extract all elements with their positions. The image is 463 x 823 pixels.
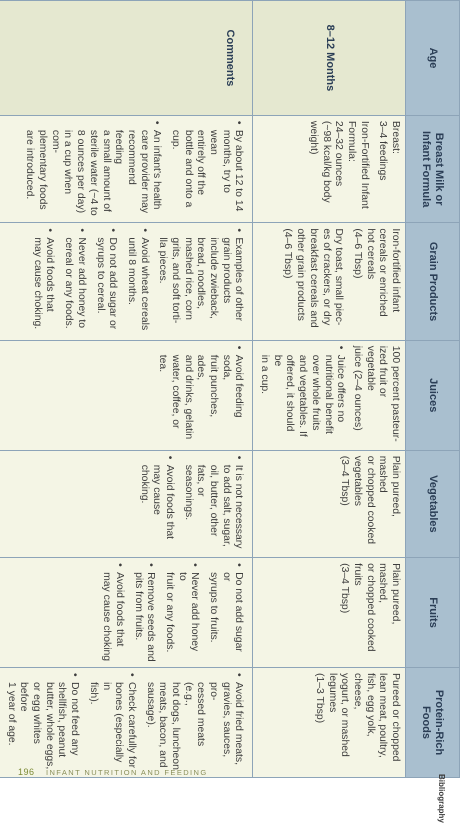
text-line: sausage).	[144, 682, 156, 728]
text-line: or chopped cooked	[364, 563, 376, 652]
comment-bullet	[4, 682, 80, 772]
text-line: in a cup.	[259, 354, 271, 395]
header-breast-milk: Breast Milk or Infant Formula	[406, 115, 460, 222]
vegetables-comments	[0, 450, 253, 557]
text-line: syrups to fruits.	[208, 572, 220, 643]
comment-bullet	[124, 237, 149, 334]
text-line: mashed rice, corn	[182, 237, 194, 320]
juice-note	[257, 355, 346, 445]
running-title: INFANT NUTRITION AND FEEDING	[46, 768, 208, 777]
text-line: Dry toast, small piec-	[333, 228, 345, 326]
text-line: to add salt, sugar,	[220, 464, 232, 547]
fruits-comments-list	[100, 563, 245, 662]
text-line: fruit punches, ades,	[195, 354, 220, 418]
text-line: (~98 kcal/kg body	[320, 120, 332, 203]
text-line: legumes	[326, 673, 338, 713]
text-line: recommend feeding	[113, 129, 137, 185]
table-row-8-12-months	[253, 1, 406, 778]
text-line: • Never add honey to	[176, 572, 201, 652]
breast-comments-list	[23, 121, 245, 217]
text-line: Breast:	[390, 120, 401, 154]
text-line: meats, bacon, and	[157, 682, 169, 768]
text-line: 100 percent pasteur-	[390, 345, 401, 442]
text-line: pits from fruits.	[132, 572, 144, 641]
text-line: and drinks, gelatin	[182, 354, 194, 440]
text-line: hot cereals	[364, 228, 376, 280]
text-line: cereals or enriched	[377, 228, 389, 317]
text-line: a small amount of	[100, 129, 112, 212]
grain-comments	[0, 223, 253, 340]
text-line: • Avoid fried meats,	[233, 682, 245, 766]
comment-bullet	[62, 237, 87, 334]
text-line	[370, 121, 376, 217]
section-tab-label[interactable]: Bibliography	[437, 774, 446, 823]
breast-comments	[0, 115, 253, 222]
text-line: include zwieback,	[208, 237, 220, 319]
text-line: or egg whites before	[18, 682, 43, 744]
text-line: shellfish, peanut	[56, 682, 68, 758]
juice-serving-text	[350, 346, 401, 445]
text-line: may cause choking.	[31, 237, 43, 330]
text-line: until 8 months.	[125, 237, 137, 305]
text-line: grits, and soft torti-	[170, 237, 181, 324]
text-line: ized fruit or vegetable	[364, 345, 389, 398]
text-line: breakfast cereals and	[307, 228, 319, 328]
text-line: Formula:	[345, 120, 357, 162]
juice-comments-list	[156, 346, 245, 445]
text-line: fruits	[351, 563, 363, 586]
text-line: are introduced.	[24, 129, 36, 200]
text-line: water, coffee, or	[170, 354, 181, 429]
text-line: care provider may	[138, 129, 150, 214]
age-cell: 8–12 Months	[253, 1, 406, 116]
protein-comments	[0, 668, 253, 778]
text-line: lla pieces.	[157, 237, 169, 284]
text-line: offered, it should be	[271, 354, 296, 432]
text-line: (4–6 Tbsp)	[282, 228, 294, 279]
text-line: es of crackers, or dry	[320, 228, 332, 326]
text-line: (3–4 Tbsp)	[339, 455, 351, 506]
comments-label: Comments	[0, 1, 253, 116]
text-line: bones (especially in	[100, 682, 125, 763]
text-line: entirely off the	[195, 129, 207, 196]
text-line: syrups to cereal.	[94, 237, 106, 314]
text-line: fish, egg yolk, cheese,	[351, 673, 376, 737]
fruits-comments	[0, 558, 253, 668]
comment-bullet	[131, 572, 156, 662]
text-line: nutritional benefit	[322, 354, 334, 434]
text-line: • Examples of other	[233, 237, 245, 322]
text-line: months, try to wean	[208, 129, 232, 193]
text-line: cessed meats (e.g.,	[182, 682, 207, 747]
text-line: butter, whole eggs,	[43, 682, 55, 770]
text-line: and vegetables. If	[297, 354, 309, 437]
text-line: cereal or any foods.	[63, 237, 75, 329]
text-line: Iron-fortified infant	[390, 228, 401, 313]
text-line: in a cup when com-	[49, 129, 74, 195]
comment-bullet	[23, 130, 163, 217]
text-line: 1 year of age.	[5, 682, 17, 746]
text-line: yogurt, or mashed	[339, 673, 351, 757]
text-line: plementary foods	[37, 129, 49, 210]
vegetables-cell	[253, 450, 406, 557]
comment-bullet	[156, 237, 245, 334]
comment-bullet	[181, 465, 244, 552]
header-grain: Grain Products	[406, 223, 460, 340]
comment-bullet	[30, 237, 55, 334]
grain-cell	[253, 223, 406, 340]
table-row-comments	[0, 1, 253, 778]
text-line: (3–4 Tbsp)	[339, 563, 351, 614]
text-line: • Remove seeds and	[145, 572, 157, 662]
text-line: gravies, sauces, pro-	[208, 682, 232, 758]
text-line: • An infant’s health	[151, 129, 163, 210]
text-line: • Avoid foods that	[164, 464, 175, 540]
text-line: Plain pureed, mashed	[377, 455, 401, 517]
text-line: or chopped cooked	[364, 455, 376, 545]
table-header-row	[406, 1, 460, 778]
text-line: • Avoid wheat cereals	[138, 237, 150, 331]
juice-note-list	[257, 346, 346, 445]
comment-bullet	[168, 130, 244, 217]
comment-bullet	[137, 465, 175, 552]
text-line: grain products	[220, 237, 232, 304]
text-line: fish).	[87, 682, 99, 705]
comment-bullet	[100, 572, 125, 662]
text-line: (1–3 Tbsp)	[313, 673, 325, 724]
text-line: juice (2–4 ounces)	[351, 345, 363, 431]
text-line: 3–4 feedings	[377, 120, 389, 181]
text-line: Iron-Fortified Infant	[358, 120, 370, 209]
protein-cell	[253, 668, 406, 778]
text-line: cup.	[170, 129, 181, 150]
text-line: 8 ounces per day)	[75, 129, 87, 214]
text-line: Pureed or chopped	[390, 673, 401, 762]
text-line: oil, butter, other	[208, 464, 220, 537]
text-line: • It is not necessary	[233, 464, 245, 549]
breast-cell	[253, 115, 406, 222]
text-line: • Do not add sugar or	[220, 572, 245, 652]
text-line: weight)	[307, 120, 319, 155]
comment-bullet	[86, 682, 137, 772]
header-fruits: Fruits	[406, 558, 460, 668]
text-line: • Do not feed any	[69, 682, 81, 756]
page-number: 196	[18, 767, 35, 777]
vegetables-comments-list	[137, 456, 245, 552]
juice-comments	[0, 340, 253, 450]
rotated-table-stage	[5, 0, 460, 778]
header-protein: Protein-Rich Foods	[406, 668, 460, 778]
text-line: (4–6 Tbsp)	[351, 228, 363, 279]
header-vegetables: Vegetables	[406, 450, 460, 557]
text-line: may cause choking	[101, 572, 113, 662]
text-line: lean meat, poultry,	[377, 673, 389, 758]
text-line: • Do not add sugar or	[107, 237, 119, 330]
grain-comments-list	[30, 228, 244, 334]
text-line: 24–32 ounces	[333, 120, 345, 187]
header-juices: Juices	[406, 340, 460, 450]
comment-bullet	[206, 572, 244, 662]
text-line: Plain pureed, mashed,	[377, 563, 401, 625]
text-line: • By about 12 to 14	[233, 129, 245, 212]
text-line: over whole fruits	[309, 354, 321, 431]
comment-bullet	[143, 682, 245, 772]
text-line: bread, noodles,	[195, 237, 207, 309]
text-line: • Juice offers no	[335, 354, 347, 423]
text-line: may cause choking.	[138, 464, 163, 515]
text-line: • Avoid foods that	[44, 237, 56, 312]
fruits-cell	[253, 558, 406, 668]
text-line: • Avoid feeding soda,	[220, 354, 245, 418]
header-age: Age	[406, 1, 460, 116]
text-line: tea.	[157, 354, 169, 373]
comment-bullet	[156, 355, 245, 445]
text-line: other grain products	[295, 228, 307, 321]
text-line: • Check carefully for	[125, 682, 137, 769]
juice-cell	[253, 340, 406, 450]
text-line: vegetables	[351, 455, 363, 506]
text-line: • Never add honey to	[75, 237, 87, 329]
comment-bullet	[93, 237, 118, 334]
text-line: fats, or seasonings.	[182, 464, 207, 521]
protein-comments-list	[0, 673, 244, 772]
text-line: fruit or any foods.	[164, 572, 175, 653]
text-line: sterile water (~4 to	[87, 129, 99, 216]
comment-bullet	[162, 572, 200, 662]
text-line: hot dogs, luncheon	[170, 682, 181, 770]
text-line: • Avoid foods that	[113, 572, 125, 647]
text-line: bottle and onto a	[182, 129, 194, 208]
